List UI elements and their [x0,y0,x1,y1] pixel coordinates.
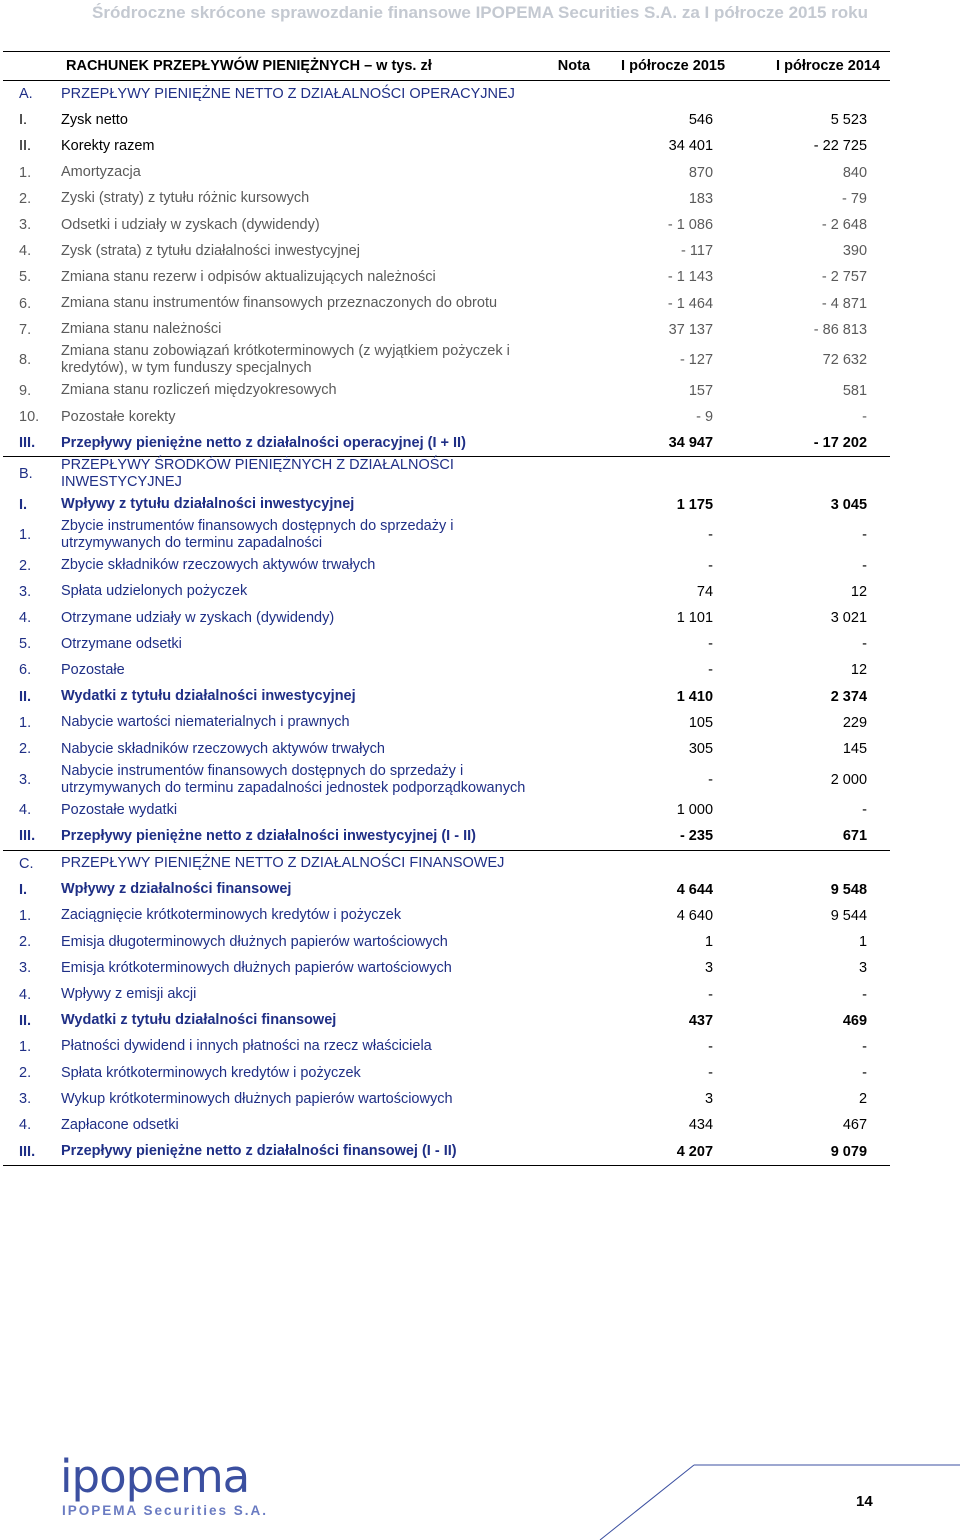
row-label: Otrzymane udziały w zyskach (dywidendy) [61,609,335,626]
row-number: 2. [19,934,32,951]
value-2014: - 2 757 [821,269,868,286]
value-2014: - 17 202 [735,430,890,457]
value-2014: 5 523 [830,112,868,129]
value-2015: 34 947 [600,430,735,457]
value-2015: 74 [696,583,714,600]
document-header: Śródroczne skrócone sprawozdanie finansowe IPOPEMA Securities S.A. za I półrocze 2015 roku [92,3,868,22]
value-2015: 1 410 [676,688,714,705]
value-2015: - [708,771,714,788]
value-2014: - [862,986,868,1003]
row-label: Przepływy pieniężne netto z działalności finansowej (I - II) [61,1139,539,1166]
value-2015: 105 [688,714,714,731]
row-label: Pozostałe wydatki [61,801,178,818]
row-number: II. [19,688,32,705]
logo-wordmark: ipopema [60,1450,250,1503]
row-number: 3. [19,1091,32,1108]
value-2014: 9 079 [735,1139,890,1166]
value-2014: 390 [842,243,868,260]
row-label: Korekty razem [61,137,155,154]
column-header-2015: I półrocze 2015 [621,58,726,74]
value-2014: - [862,527,868,544]
value-2014: - [862,409,868,426]
row-number: II. [19,1012,32,1029]
value-2015: - 1 143 [667,269,714,286]
value-2014: 12 [850,583,868,600]
row-number: 4. [19,802,32,819]
value-2014: - 86 813 [813,321,868,338]
row-label: Nabycie składników rzeczowych aktywów trwałych [61,740,385,757]
row-number: 4. [19,243,32,260]
row-label: Zmiana stanu instrumentów finansowych przeznaczonych do obrotu [61,295,498,312]
value-2015: - [708,1038,714,1055]
value-2015: - [708,1065,714,1082]
row-number: 5. [19,269,32,286]
row-number: 4. [19,1117,32,1134]
value-2014: - 4 871 [821,295,868,312]
value-2014: - 2 648 [821,217,868,234]
column-header-title: RACHUNEK PRZEPŁYWÓW PIENIĘŻNYCH – w tys. zł [66,58,432,74]
value-2015: 157 [688,382,714,399]
row-number: 1. [19,1038,32,1055]
row-label: Wydatki z tytułu działalności finansowej [61,1012,337,1029]
value-2015: - [708,527,714,544]
row-label: Wpływy z tytułu działalności inwestycyjnej [61,496,355,513]
value-2014: 12 [850,662,868,679]
row-number: B. [19,466,33,483]
logo-subtext: IPOPEMA Securities S.A. [62,1503,269,1518]
column-header-note: Nota [557,58,591,74]
value-2014: 2 [858,1091,868,1108]
row-number: 4. [19,610,32,627]
row-label: PRZEPŁYWY ŚRODKÓW PIENIĘŻNYCH Z DZIAŁALNOŚCI INWESTYCYJNEJ [61,457,454,491]
value-2014: - [862,1065,868,1082]
row-number: III. [3,1139,61,1166]
value-2015: - 1 464 [667,295,714,312]
row-number: 2. [19,1065,32,1082]
value-2015: 4 640 [676,907,714,924]
row-number: 3. [19,217,32,234]
value-2014: 145 [842,741,868,758]
value-2014: 2 000 [830,771,868,788]
value-2015: 3 [704,1091,714,1108]
value-2015: 4 207 [600,1139,735,1166]
row-number: 8. [19,352,32,369]
row-label: Pozostałe korekty [61,408,176,425]
value-2014: 840 [842,164,868,181]
value-2014: 3 [858,960,868,977]
row-number: 2. [19,190,32,207]
value-2014: 581 [842,382,868,399]
row-number: 7. [19,321,32,338]
value-2015: 1 [704,934,714,951]
row-number: 10. [19,409,40,426]
row-label: Zyski (straty) z tytułu różnic kursowych [61,190,310,207]
value-2014: - [862,802,868,819]
row-label: Zmiana stanu rozliczeń międzyokresowych [61,382,337,399]
row-number: 6. [19,295,32,312]
row-number: 4. [19,986,32,1003]
row-label: Wpływy z emisji akcji [61,986,197,1003]
row-number: 1. [19,164,32,181]
row-number: 3. [19,960,32,977]
row-label: Emisja długoterminowych dłużnych papierów wartościowych [61,933,448,950]
row-label: Zaciągnięcie krótkoterminowych kredytów i pożyczek [61,907,402,924]
value-2015: - [708,636,714,653]
value-2015: 4 644 [676,881,714,898]
value-2014: 671 [735,823,890,850]
value-2015: 305 [688,741,714,758]
value-2015: 34 401 [668,138,714,155]
value-2014: - [862,1038,868,1055]
column-header-2014: I półrocze 2014 [776,58,881,74]
row-label: Nabycie wartości niematerialnych i prawnych [61,714,350,731]
row-number: C. [19,855,34,872]
row-number: I. [19,496,28,513]
row-number: 2. [19,741,32,758]
value-2015: - 127 [679,352,714,369]
row-label: Przepływy pieniężne netto z działalności inwestycyjnej (I - II) [61,823,539,850]
value-2014: 3 045 [830,496,868,513]
page-number: 14 [856,1493,873,1510]
row-label: Pozostałe [61,661,125,678]
row-label: Otrzymane odsetki [61,635,182,652]
value-2014: 72 632 [822,352,868,369]
row-label: Wpływy z działalności finansowej [61,881,292,898]
value-2015: 1 175 [676,496,714,513]
value-2014: 467 [842,1117,868,1134]
value-2014: 1 [858,934,868,951]
value-2014: - 22 725 [813,138,868,155]
row-label: Zysk netto [61,111,128,128]
value-2014: - [862,557,868,574]
value-2015: 183 [688,190,714,207]
value-2015: 437 [688,1012,714,1029]
value-2015: 1 000 [676,802,714,819]
row-number: III. [3,430,61,457]
row-label: Zbycie składników rzeczowych aktywów trwałych [61,557,376,574]
value-2014: 9 544 [830,907,868,924]
value-2015: - 1 086 [667,217,714,234]
row-number: 3. [19,771,32,788]
row-label: Odsetki i udziały w zyskach (dywidendy) [61,216,320,233]
row-label: Zmiana stanu rezerw i odpisów aktualizujących należności [61,268,436,285]
value-2015: 3 [704,960,714,977]
row-label: Zysk (strata) z tytułu działalności inwestycyjnej [61,242,360,259]
value-2015: - [708,557,714,574]
row-label: Emisja krótkoterminowych dłużnych papierów wartościowych [61,959,452,976]
row-number: III. [3,823,61,850]
row-label: Zmiana stanu zobowiązań krótkoterminowych (z wyjątkiem pożyczek i kredytów), w tym funduszy specjalnych [61,343,510,377]
row-label: Wydatki z tytułu działalności inwestycyjnej [61,688,356,705]
value-2014: 3 021 [830,610,868,627]
row-number: 5. [19,636,32,653]
row-number: II. [19,138,32,155]
row-label: PRZEPŁYWY PIENIĘŻNE NETTO Z DZIAŁALNOŚCI OPERACYJNEJ [61,85,515,102]
value-2014: 229 [842,714,868,731]
row-number: 9. [19,382,32,399]
row-label: Spłata udzielonych pożyczek [61,583,248,600]
row-number: 1. [19,714,32,731]
value-2015: 434 [688,1117,714,1134]
value-2015: - 9 [696,409,714,426]
value-2015: - [708,662,714,679]
row-number: 3. [19,583,32,600]
row-label: Nabycie instrumentów finansowych dostępnych do sprzedaży i utrzymywanych do terminu zapadalności jednostek podporządkowanych [61,762,526,796]
value-2015: 546 [688,112,714,129]
row-number: 1. [19,527,32,544]
value-2015: 37 137 [668,321,714,338]
value-2014: 2 374 [830,688,868,705]
value-2015: 870 [688,164,714,181]
row-number: 2. [19,557,32,574]
row-label: Wykup krótkoterminowych dłużnych papierów wartościowych [61,1090,453,1107]
row-label: Zmiana stanu należności [61,321,222,338]
row-number: I. [19,112,28,129]
value-2014: - [862,636,868,653]
row-label: Zapłacone odsetki [61,1116,179,1133]
value-2014: 469 [842,1012,868,1029]
value-2014: 9 548 [830,881,868,898]
row-number: 6. [19,662,32,679]
row-label: Przepływy pieniężne netto z działalności operacyjnej (I + II) [61,430,539,457]
value-2015: - 235 [600,823,735,850]
row-label: Amortyzacja [61,164,141,181]
row-label: Spłata krótkoterminowych kredytów i pożyczek [61,1064,361,1081]
row-label: PRZEPŁYWY PIENIĘŻNE NETTO Z DZIAŁALNOŚCI FINANSOWEJ [61,855,505,872]
value-2014: - 79 [842,190,868,207]
value-2015: - 117 [681,243,714,260]
value-2015: - [708,986,714,1003]
row-number: A. [19,86,33,103]
row-label: Zbycie instrumentów finansowych dostępnych do sprzedaży i utrzymywanych do terminu zapadalności [61,518,454,552]
row-number: I. [19,881,28,898]
value-2015: 1 101 [676,610,714,627]
row-number: 1. [19,907,32,924]
row-label: Płatności dywidend i innych płatności na rzecz właściciela [61,1038,432,1055]
